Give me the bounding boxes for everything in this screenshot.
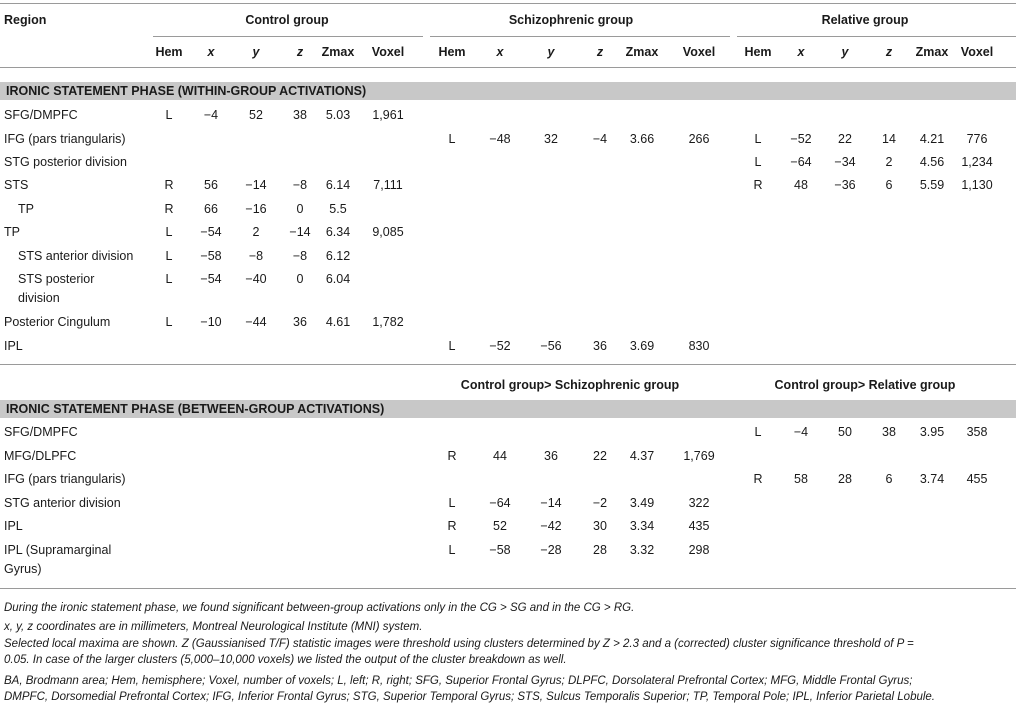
group-header: Schizophrenic group	[508, 13, 634, 27]
table-cell: L	[448, 543, 456, 557]
control-group-rule	[153, 36, 423, 37]
column-header: y	[252, 45, 260, 59]
table-cell: −8	[248, 249, 264, 263]
table-cell: −64	[489, 496, 511, 510]
header-bottom-rule	[0, 67, 1016, 68]
table-cell: 50	[838, 425, 852, 439]
table-cell: −34	[834, 155, 856, 169]
table-cell: −52	[790, 132, 812, 146]
table-cell: 52	[493, 519, 507, 533]
table-cell: −8	[292, 249, 308, 263]
footnote: BA, Brodmann area; Hem, hemisphere; Voxel, number of voxels; L, left; R, right; SFG, Superior Frontal Gyrus; DLPFC, Dorsolateral Prefrontal Cortex; MFG, Middle Frontal Gyrus;	[4, 675, 913, 687]
column-header: Zmax	[915, 45, 949, 59]
table-cell: R	[753, 472, 763, 486]
table-cell: R	[447, 449, 457, 463]
table-cell: 36	[293, 315, 307, 329]
table-cell: R	[164, 178, 174, 192]
table-cell: 14	[882, 132, 896, 146]
schizophrenic-group-rule	[430, 36, 730, 37]
table-cell: −4	[592, 132, 608, 146]
table-cell: 38	[882, 425, 896, 439]
table-cell: 6	[885, 178, 893, 192]
table-cell: L	[754, 132, 762, 146]
table-cell: L	[448, 339, 456, 353]
table-cell: 52	[249, 108, 263, 122]
row-region: IPL	[4, 339, 23, 353]
relative-group-rule	[737, 36, 1016, 37]
table-cell: L	[448, 132, 456, 146]
table-cell: 3.32	[629, 543, 655, 557]
row-region: IPL (Supramarginal	[4, 543, 112, 557]
column-header: y	[841, 45, 849, 59]
column-header: x	[496, 45, 504, 59]
column-header: z	[885, 45, 893, 59]
table-cell: 1,961	[372, 108, 404, 122]
footnote: 0.05. In case of the larger clusters (5,000–10,000 voxels) we listed the output of the cluster breakdown as well.	[4, 654, 567, 666]
table-cell: 4.56	[919, 155, 945, 169]
table-cell: 36	[544, 449, 558, 463]
table-cell: 38	[293, 108, 307, 122]
table-cell: −28	[540, 543, 562, 557]
row-region: STG anterior division	[4, 496, 121, 510]
column-header: y	[547, 45, 555, 59]
table-cell: 0	[296, 202, 304, 216]
row-region: SFG/DMPFC	[4, 425, 78, 439]
table-cell: 4.61	[325, 315, 351, 329]
row-region: TP	[4, 225, 20, 239]
column-header: Voxel	[682, 45, 716, 59]
table-cell: 4.37	[629, 449, 655, 463]
column-header: Hem	[438, 45, 466, 59]
table-cell: 5.59	[919, 178, 945, 192]
table-cell: 9,085	[372, 225, 404, 239]
table-cell: 3.95	[919, 425, 945, 439]
table-cell: 6.34	[325, 225, 351, 239]
section1-bottom-rule	[0, 364, 1016, 365]
table-cell: 30	[593, 519, 607, 533]
column-header: Hem	[155, 45, 183, 59]
table-cell: 455	[966, 472, 988, 486]
section-title: IRONIC STATEMENT PHASE (BETWEEN-GROUP ACTIVATIONS)	[6, 402, 385, 416]
table-cell: 1,234	[961, 155, 993, 169]
table-cell: −52	[489, 339, 511, 353]
table-cell: L	[165, 272, 173, 286]
table-cell: 2	[252, 225, 260, 239]
column-header: Hem	[744, 45, 772, 59]
table-cell: 0	[296, 272, 304, 286]
row-region: IFG (pars triangularis)	[4, 132, 126, 146]
region-header: Region	[4, 13, 47, 27]
group-header: Relative group	[821, 13, 909, 27]
row-region-continued: Gyrus)	[4, 562, 42, 576]
table-cell: 3.66	[629, 132, 655, 146]
table-cell: 322	[688, 496, 710, 510]
table-cell: 32	[544, 132, 558, 146]
group-header: Control group	[245, 13, 329, 27]
row-region: IPL	[4, 519, 23, 533]
table-cell: 5.03	[325, 108, 351, 122]
table-cell: −48	[489, 132, 511, 146]
table-cell: R	[164, 202, 174, 216]
footnote: x, y, z coordinates are in millimeters, Montreal Neurological Institute (MNI) system.	[4, 621, 423, 633]
table-cell: 6	[885, 472, 893, 486]
table-cell: 28	[838, 472, 852, 486]
table-cell: 266	[688, 132, 710, 146]
row-region-continued: division	[18, 291, 60, 305]
table-cell: 22	[593, 449, 607, 463]
table-cell: L	[165, 315, 173, 329]
table-cell: −14	[289, 225, 311, 239]
comparison-header: Control group> Relative group	[774, 378, 956, 392]
table-cell: 3.74	[919, 472, 945, 486]
comparison-header: Control group> Schizophrenic group	[460, 378, 680, 392]
row-region: SFG/DMPFC	[4, 108, 78, 122]
table-cell: −4	[203, 108, 219, 122]
table-cell: 3.69	[629, 339, 655, 353]
table-cell: −2	[592, 496, 608, 510]
footnote: During the ironic statement phase, we found significant between-group activations only in the CG > SG and in the CG > RG.	[4, 602, 635, 614]
table-cell: 1,782	[372, 315, 404, 329]
table-cell: L	[754, 155, 762, 169]
table-cell: −14	[540, 496, 562, 510]
column-header: Voxel	[371, 45, 405, 59]
table-cell: −64	[790, 155, 812, 169]
table-cell: −58	[200, 249, 222, 263]
table-cell: −54	[200, 272, 222, 286]
footnote: DMPFC, Dorsomedial Prefrontal Cortex; IFG, Inferior Frontal Gyrus; STG, Superior Temporal Gyrus; STS, Sulcus Temporalis Superior; TP, Temporal Pole; IPL, Inferior Parietal Lobule.	[4, 691, 936, 703]
column-header: Voxel	[960, 45, 994, 59]
table-cell: −40	[245, 272, 267, 286]
table-cell: L	[165, 249, 173, 263]
table-cell: 776	[966, 132, 988, 146]
table-cell: −10	[200, 315, 222, 329]
table-cell: 2	[885, 155, 893, 169]
table-cell: 22	[838, 132, 852, 146]
table-cell: 28	[593, 543, 607, 557]
table-cell: L	[165, 225, 173, 239]
column-header: Zmax	[321, 45, 355, 59]
column-header: Zmax	[625, 45, 659, 59]
row-region: Posterior Cingulum	[4, 315, 111, 329]
table-cell: 1,769	[683, 449, 715, 463]
row-region: TP	[18, 202, 34, 216]
section-title: IRONIC STATEMENT PHASE (WITHIN-GROUP ACTIVATIONS)	[6, 84, 367, 98]
table-cell: −36	[834, 178, 856, 192]
table-cell: 7,111	[373, 178, 403, 192]
table-cell: 48	[794, 178, 808, 192]
table-cell: 358	[966, 425, 988, 439]
footnote: Selected local maxima are shown. Z (Gaussianised T/F) statistic images were threshold using clusters determined by Z > 2.3 and a (corrected) cluster significance threshold of P =	[4, 638, 914, 650]
row-region: STS anterior division	[18, 249, 134, 263]
row-region: MFG/DLPFC	[4, 449, 77, 463]
table-cell: 435	[688, 519, 710, 533]
table-cell: L	[448, 496, 456, 510]
row-region: STS posterior	[18, 272, 95, 286]
table-cell: L	[165, 108, 173, 122]
table-cell: 5.5	[329, 202, 347, 216]
table-cell: −56	[540, 339, 562, 353]
table-cell: 44	[493, 449, 507, 463]
column-header: x	[797, 45, 805, 59]
table-cell: R	[447, 519, 457, 533]
table-cell: −42	[540, 519, 562, 533]
table-cell: −44	[245, 315, 267, 329]
section-between-group	[0, 400, 1016, 418]
table-cell: 3.34	[629, 519, 655, 533]
column-header: z	[596, 45, 604, 59]
table-cell: 66	[204, 202, 218, 216]
table-cell: 58	[794, 472, 808, 486]
section-within-group	[0, 82, 1016, 100]
table-cell: 36	[593, 339, 607, 353]
table-cell: −4	[793, 425, 809, 439]
row-region: IFG (pars triangularis)	[4, 472, 126, 486]
table-cell: 1,130	[961, 178, 993, 192]
table-cell: −16	[245, 202, 267, 216]
table-cell: −54	[200, 225, 222, 239]
table-cell: L	[754, 425, 762, 439]
row-region: STG posterior division	[4, 155, 127, 169]
column-header: z	[296, 45, 304, 59]
table-cell: 6.12	[325, 249, 351, 263]
top-rule	[0, 3, 1016, 4]
table-cell: −58	[489, 543, 511, 557]
table-cell: −8	[292, 178, 308, 192]
table-cell: R	[753, 178, 763, 192]
column-header: x	[207, 45, 215, 59]
table-bottom-rule	[0, 588, 1016, 589]
table-cell: 56	[204, 178, 218, 192]
table-cell: 298	[688, 543, 710, 557]
table-cell: 3.49	[629, 496, 655, 510]
table-cell: 6.14	[325, 178, 351, 192]
table-cell: 6.04	[325, 272, 351, 286]
table-cell: 4.21	[919, 132, 945, 146]
table-cell: −14	[245, 178, 267, 192]
table-cell: 830	[688, 339, 710, 353]
row-region: STS	[4, 178, 29, 192]
